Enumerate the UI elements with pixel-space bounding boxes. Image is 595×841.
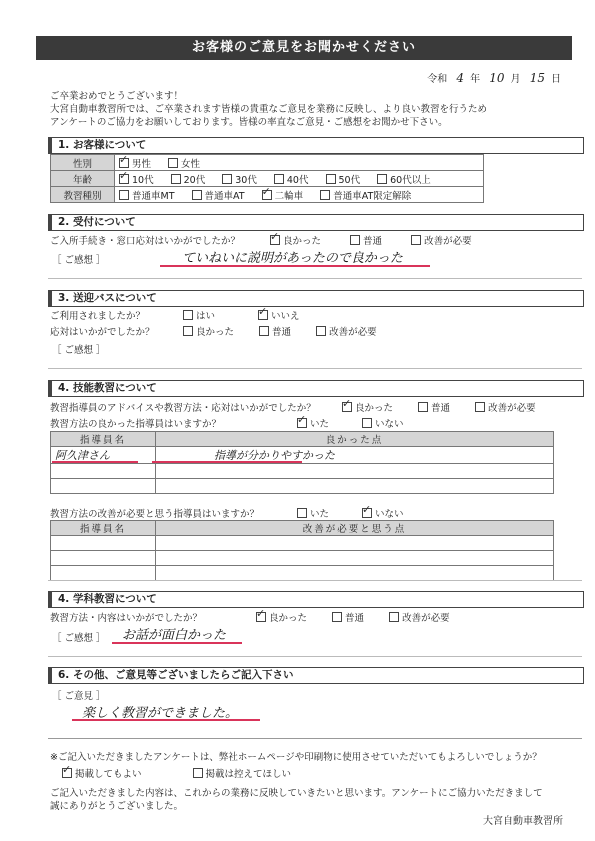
checkbox[interactable]	[171, 174, 181, 184]
impression-label: ［ ご感想 ］	[52, 255, 106, 266]
option-allow-publish[interactable]	[62, 769, 142, 780]
checkbox[interactable]	[270, 235, 280, 245]
age-options	[115, 171, 484, 187]
option-no[interactable]	[258, 311, 300, 322]
option-at-limit-removal[interactable]	[320, 191, 411, 202]
reception-question: ご入所手続き・窓口応対はいかがでしたか？	[50, 236, 241, 247]
option-yes[interactable]	[297, 509, 329, 520]
date-era: 令和	[427, 74, 448, 85]
checkbox[interactable]	[362, 508, 372, 518]
checkbox[interactable]	[418, 402, 428, 412]
improvement-point-cell[interactable]	[156, 536, 554, 551]
section-divider	[48, 368, 582, 369]
option-good[interactable]	[270, 236, 321, 247]
instructor-name-cell[interactable]	[51, 536, 156, 551]
impression-label: ［ ご感想 ］	[52, 633, 106, 644]
option-50s[interactable]	[326, 175, 361, 186]
bus-use-options	[183, 308, 314, 322]
option-label: 男性	[132, 158, 152, 170]
option-needs-improvement[interactable]	[411, 236, 472, 247]
course-options	[115, 187, 484, 203]
checkbox[interactable]	[342, 402, 352, 412]
checkbox[interactable]	[262, 190, 272, 200]
option-label: いない	[375, 419, 404, 430]
gender-row	[51, 155, 484, 171]
option-label: 普通	[345, 613, 365, 624]
date-day-unit: 日	[551, 74, 561, 85]
option-label: 普通	[272, 327, 292, 338]
checkbox[interactable]	[256, 612, 266, 622]
checkbox[interactable]	[326, 174, 336, 184]
option-40s[interactable]	[274, 175, 309, 186]
checkbox[interactable]	[297, 508, 307, 518]
option-label: いた	[310, 419, 330, 430]
option-label: いいえ	[271, 311, 300, 322]
option-label: いない	[375, 509, 404, 520]
option-10s[interactable]	[119, 175, 154, 186]
checkbox[interactable]	[297, 418, 307, 428]
option-normal[interactable]	[259, 327, 291, 338]
section-divider	[48, 738, 582, 739]
publish-consent-question: ※ご記入いただきましたアンケートは、弊社ホームページや印刷物に使用させていただいてもよろしいでしょうか？	[50, 752, 542, 763]
col-good-points: 良かった点	[156, 432, 554, 447]
table-row	[51, 479, 554, 494]
option-female[interactable]	[168, 159, 200, 170]
option-label: 掲載してもよい	[75, 769, 142, 780]
date	[427, 70, 561, 85]
course-row	[51, 187, 484, 203]
option-normal[interactable]	[350, 236, 382, 247]
option-yes[interactable]	[297, 419, 329, 430]
option-label: 二輪車	[274, 190, 304, 202]
checkbox[interactable]	[119, 190, 129, 200]
option-label: 良かった	[283, 236, 322, 247]
checkbox[interactable]	[183, 326, 193, 336]
highlight-underline	[72, 719, 260, 721]
opinion-text[interactable]: 楽しく教習ができました。	[82, 706, 239, 721]
date-year[interactable]: 4	[456, 71, 465, 85]
table-header-row	[51, 521, 554, 536]
reception-options	[270, 233, 486, 247]
checkbox[interactable]	[62, 768, 72, 778]
bus-use-question: ご利用されましたか？	[50, 311, 146, 322]
option-label: いた	[310, 509, 330, 520]
section-4-header: 4. 技能教習について	[48, 380, 584, 397]
closing-line: ご記入いただきました内容は、これからの業務に反映していきたいと思います。アンケートにご協力いただきまして	[50, 788, 543, 799]
option-label: 普通	[431, 403, 451, 414]
option-label: 50代	[338, 174, 361, 186]
option-label: 30代	[235, 174, 257, 186]
option-yes[interactable]	[183, 311, 215, 322]
publish-consent-options	[62, 766, 305, 780]
instructor-options	[342, 400, 536, 414]
checkbox[interactable]	[332, 612, 342, 622]
highlight-underline	[160, 265, 430, 267]
option-needs-improvement[interactable]	[316, 327, 377, 338]
option-no[interactable]	[362, 509, 404, 520]
section-6-header: 6. その他、ご意見等ございましたらご記入下さい	[48, 667, 584, 684]
instructor-name-cell[interactable]	[51, 464, 156, 479]
gender-options	[115, 155, 484, 171]
highlight-underline	[52, 461, 138, 463]
option-20s[interactable]	[171, 175, 206, 186]
bad-instructor-options	[297, 506, 418, 520]
improvement-point-cell[interactable]	[156, 566, 554, 581]
section-5-header: 4. 学科教習について	[48, 591, 584, 608]
section-divider	[48, 580, 582, 581]
instructor-name-cell[interactable]	[51, 551, 156, 566]
option-30s[interactable]	[222, 175, 257, 186]
option-label: 普通車AT限定解除	[333, 190, 412, 202]
option-60s-plus[interactable]	[377, 175, 431, 186]
option-decline-publish[interactable]	[193, 769, 292, 780]
option-no[interactable]	[362, 419, 404, 430]
checkbox[interactable]	[377, 174, 387, 184]
section-3-header: 3. 送迎バスについて	[48, 290, 584, 307]
option-needs-improvement[interactable]	[475, 403, 536, 414]
instructor-name-cell[interactable]	[51, 566, 156, 581]
impression-label: ［ ご感想 ］	[52, 345, 106, 356]
option-label: 普通	[363, 236, 383, 247]
checkbox[interactable]	[316, 326, 326, 336]
option-good[interactable]	[183, 327, 234, 338]
checkbox[interactable]	[119, 174, 129, 184]
checkbox[interactable]	[119, 158, 129, 168]
section-2-header: 2. 受付について	[48, 214, 584, 231]
intro-line: 大宮自動車教習所では、ご卒業されます皆様の貴重なご意見を業務に反映し、より良い教習を行うため	[50, 104, 488, 115]
date-day[interactable]: 15	[529, 71, 545, 85]
improvement-point-cell[interactable]	[156, 551, 554, 566]
bad-instructor-table	[50, 520, 554, 581]
instructor-name-cell[interactable]: 阿久津さん	[51, 447, 156, 464]
option-good[interactable]	[342, 403, 393, 414]
col-instructor-name: 指導員名	[51, 432, 156, 447]
bad-instructor-question: 教習方法の改善が必要と思う指導員はいますか？	[50, 509, 260, 520]
good-point-cell[interactable]	[156, 479, 554, 494]
good-point-cell[interactable]	[156, 464, 554, 479]
checkbox[interactable]	[193, 768, 203, 778]
section-divider	[48, 656, 582, 657]
option-motorcycle[interactable]	[262, 191, 304, 202]
checkbox[interactable]	[350, 235, 360, 245]
checkbox[interactable]	[475, 402, 485, 412]
checkbox[interactable]	[389, 612, 399, 622]
checkbox[interactable]	[259, 326, 269, 336]
checkbox[interactable]	[183, 310, 193, 320]
classroom-question: 教習方法・内容はいかがでしたか？	[50, 613, 203, 624]
checkbox[interactable]	[192, 190, 202, 200]
intro-text	[50, 90, 570, 129]
checkbox[interactable]	[320, 190, 330, 200]
option-label: 改善が必要	[424, 236, 472, 247]
age-label: 年齢	[51, 171, 115, 187]
checkbox[interactable]	[274, 174, 284, 184]
option-mt[interactable]	[119, 191, 175, 202]
page-title: お客様のご意見をお聞かせください	[36, 36, 572, 60]
option-good[interactable]	[256, 613, 307, 624]
good-instructor-options	[297, 416, 418, 430]
option-label: 良かった	[196, 327, 235, 338]
good-point-cell[interactable]: 指導が分かりやすかった	[156, 447, 554, 464]
date-month-unit: 月	[510, 74, 521, 85]
classroom-impression[interactable]: お話が面白かった	[122, 628, 227, 643]
checkbox[interactable]	[168, 158, 178, 168]
option-label: 改善が必要	[329, 327, 377, 338]
table-header-row	[51, 432, 554, 447]
option-normal[interactable]	[418, 403, 450, 414]
section-1-header: 1. お客様について	[48, 137, 584, 154]
date-year-unit: 年	[470, 74, 481, 85]
good-instructor-question: 教習方法の良かった指導員はいますか？	[50, 419, 222, 430]
intro-line: アンケートのご協力をお願いしております。皆様の率直なご意見・ご感想をお聞かせ下さい。	[50, 117, 448, 128]
option-label: 20代	[183, 174, 206, 186]
closing-text	[50, 787, 570, 813]
option-label: 普通車AT	[204, 190, 245, 202]
option-label: 普通車MT	[132, 190, 175, 202]
option-at[interactable]	[192, 191, 245, 202]
instructor-name-cell[interactable]	[51, 479, 156, 494]
option-label: 改善が必要	[402, 613, 450, 624]
gender-label: 性別	[51, 155, 115, 171]
customer-info-table	[50, 154, 484, 203]
table-row	[51, 464, 554, 479]
checkbox[interactable]	[222, 174, 232, 184]
intro-line: ご卒業おめでとうございます！	[50, 91, 184, 102]
col-improvement-points: 改善が必要と思う点	[156, 521, 554, 536]
table-row	[51, 551, 554, 566]
bus-service-options	[183, 324, 391, 338]
opinion-label: ［ ご意見 ］	[52, 691, 106, 702]
option-label: 掲載は控えてほしい	[205, 769, 292, 780]
option-label: 改善が必要	[488, 403, 536, 414]
date-month[interactable]: 10	[489, 71, 505, 85]
instructor-question: 教習指導員のアドバイスや教習方法・応対はいかがでしたか？	[50, 403, 316, 414]
section-divider	[48, 278, 582, 279]
highlight-underline	[152, 461, 302, 463]
table-row	[51, 536, 554, 551]
option-normal[interactable]	[332, 613, 364, 624]
option-label: 良かった	[269, 613, 308, 624]
option-label: 60代以上	[390, 174, 431, 186]
checkbox[interactable]	[362, 418, 372, 428]
option-label: はい	[196, 311, 216, 322]
course-label: 教習種別	[51, 187, 115, 203]
school-signature: 大宮自動車教習所	[483, 816, 563, 827]
option-label: 40代	[286, 174, 309, 186]
closing-line: 誠にありがとうございました。	[50, 801, 184, 812]
classroom-options	[256, 610, 464, 624]
col-instructor-name: 指導員名	[51, 521, 156, 536]
checkbox[interactable]	[258, 310, 268, 320]
option-label: 女性	[181, 158, 201, 170]
bus-service-question: 応対はいかがでしたか？	[50, 327, 155, 338]
reception-impression[interactable]: ていねいに説明があったので良かった	[182, 251, 403, 266]
checkbox[interactable]	[411, 235, 421, 245]
highlight-underline	[112, 642, 242, 644]
option-needs-improvement[interactable]	[389, 613, 450, 624]
option-label: 10代	[132, 174, 154, 186]
table-row	[51, 566, 554, 581]
option-label: 良かった	[355, 403, 394, 414]
